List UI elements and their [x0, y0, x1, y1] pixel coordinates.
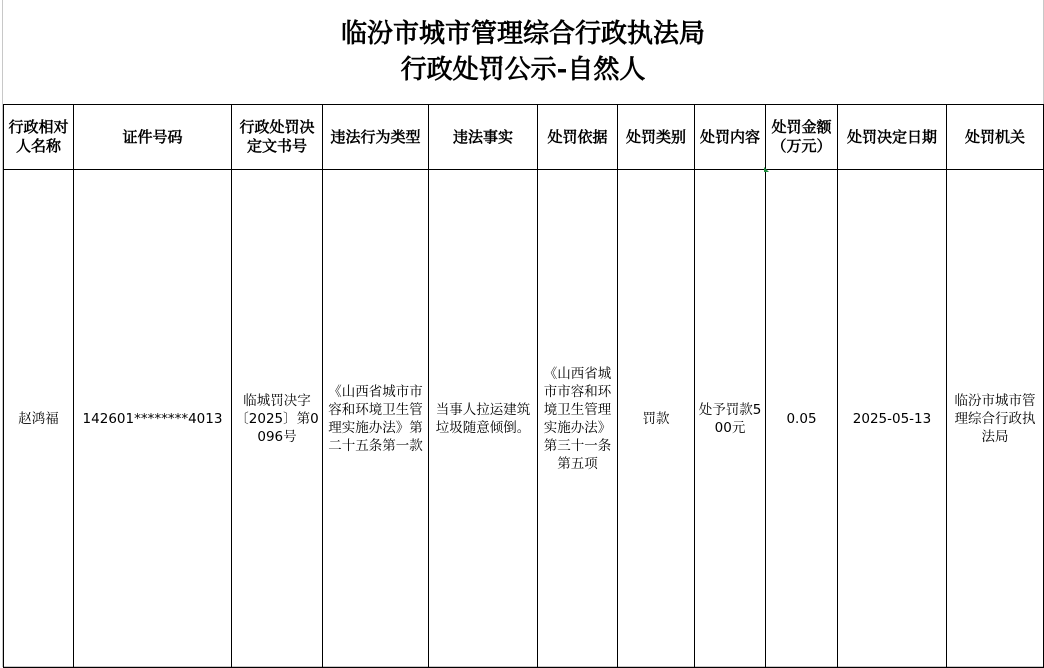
- table-header-row: [4, 105, 1044, 170]
- header-decision-number: 行政处罚决定文书号: [232, 105, 323, 170]
- header-decision-date: 处罚决定日期: [838, 105, 947, 170]
- title-line-agency: 临汾市城市管理综合行政执法局: [340, 19, 705, 49]
- header-violation-type: 违法行为类型: [323, 105, 429, 170]
- cell-decision-date: 2025-05-13: [838, 170, 947, 668]
- cell-party-name: 赵鸿福: [4, 170, 74, 668]
- header-penalty-amount: 处罚金额（万元）: [766, 105, 838, 170]
- cell-comment-indicator: [764, 167, 769, 172]
- table-row: [4, 170, 1044, 668]
- header-id-number: 证件号码: [74, 105, 232, 170]
- cell-penalty-amount: 0.05: [766, 170, 838, 668]
- cell-id-number: 142601********4013: [74, 170, 232, 668]
- header-penalty-authority: 处罚机关: [947, 105, 1044, 170]
- cell-violation-facts: 当事人拉运建筑垃圾随意倾倒。: [429, 170, 538, 668]
- cell-penalty-content: 处予罚款500元: [695, 170, 766, 668]
- cell-violation-type: 《山西省城市市容和环境卫生管理实施办法》第二十五条第一款: [323, 170, 429, 668]
- document-title: [3, 0, 1043, 104]
- header-legal-basis: 处罚依据: [538, 105, 618, 170]
- document-sheet: [2, 0, 1044, 667]
- title-line-subject: 行政处罚公示-自然人: [400, 55, 646, 85]
- header-penalty-content: 处罚内容: [695, 105, 766, 170]
- header-party-name: 行政相对人名称: [4, 105, 74, 170]
- penalty-table: [3, 104, 1044, 668]
- header-penalty-category: 处罚类别: [618, 105, 695, 170]
- cell-legal-basis: 《山西省城市市容和环境卫生管理实施办法》第三十一条第五项: [538, 170, 618, 668]
- cell-decision-number: 临城罚决字〔2025〕第0096号: [232, 170, 323, 668]
- cell-penalty-authority: 临汾市城市管理综合行政执法局: [947, 170, 1044, 668]
- cell-penalty-category: 罚款: [618, 170, 695, 668]
- header-violation-facts: 违法事实: [429, 105, 538, 170]
